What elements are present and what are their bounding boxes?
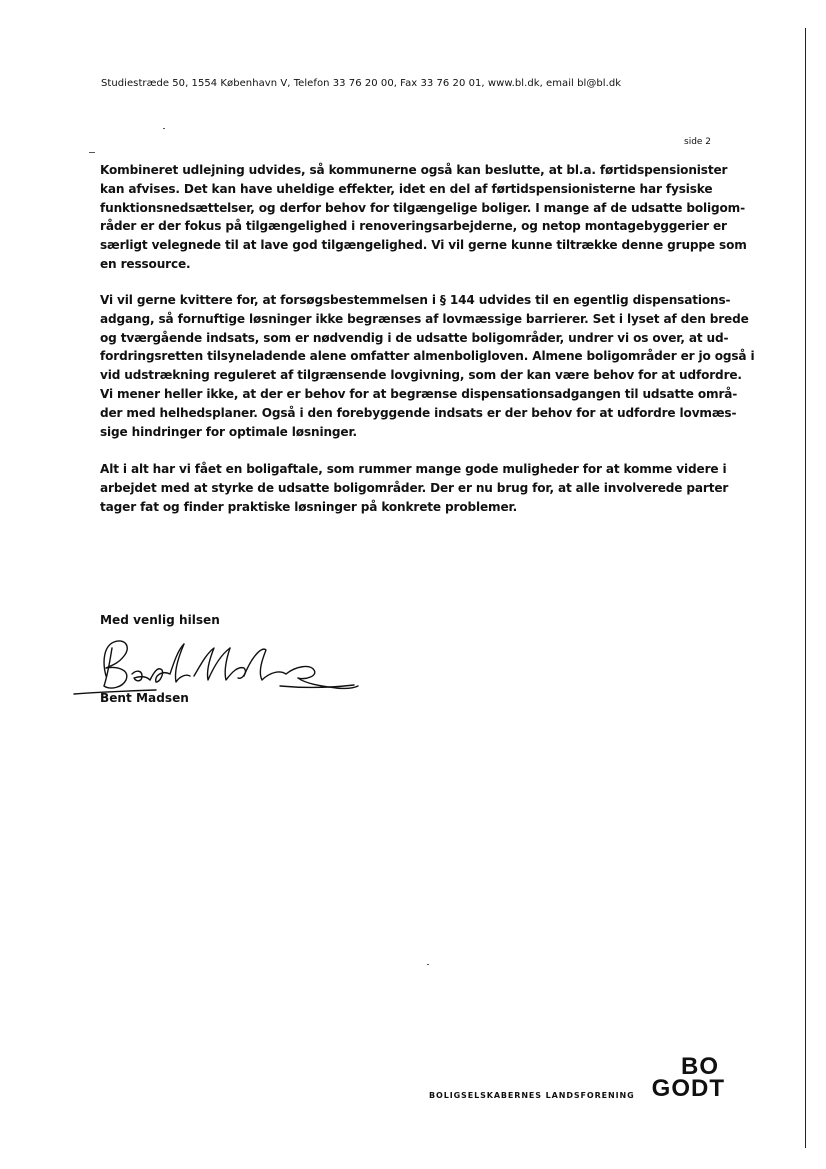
scan-speck: [427, 964, 429, 965]
signer-name: Bent Madsen: [100, 691, 189, 705]
logo-text-top: BO: [681, 1053, 719, 1080]
bo-godt-logo: [629, 1055, 725, 1103]
letterhead-address: Studiestræde 50, 1554 København V, Telefon 33 76 20 00, Fax 33 76 20 01, www.bl.dk, email bl@bl.dk: [101, 78, 622, 89]
logo-text-bottom: GODT: [651, 1075, 725, 1102]
paragraph-3: Alt i alt har vi fået en boligaftale, som rummer mange gode muligheder for at komme videre i arbejdet med at styrke de udsatte boligområder. Der er nu brug for, at alle involverede parter tager fat og finder praktiske løsninger på konkrete problemer.: [100, 462, 729, 514]
paragraph-2: Vi vil gerne kvittere for, at forsøgsbestemmelsen i § 144 udvides til en egentlig dispensations- adgang, så fornuftige løsninger ikke begrænses af lovmæssige barrierer. Set i lyset af den brede og tværgående indsats, som er nødvendig i de udsatte boligområder, undrer vi os over, at ud- fordringsretten tilsyneladende alene omfatter almenboligloven. Almene boligområder er jo også i vid udstrækning reguleret af tilgrænsende lovgivning, som der kan være behov for at udfordre. Vi mener heller ikke, at der er behov for at begrænse dispensationsadgangen til udsatte områ- der med helhedsplaner. Også i den forebyggende indsats er der behov for at udfordre lovmæs- sige hindringer for optimale løsninger.: [100, 293, 755, 439]
scan-speck: [89, 152, 95, 153]
closing-salutation: Med venlig hilsen: [100, 613, 220, 627]
page-edge-line: [805, 28, 806, 1148]
page-number: side 2: [684, 137, 712, 147]
paragraph-1: Kombineret udlejning udvides, så kommunerne også kan beslutte, at bl.a. førtidspensionister kan afvises. Det kan have uheldige effekter, idet en del af førtidspensionisterne har fysiske funktionsnedsættelser, og derfor behov for tilgængelige boliger. I mange af de udsatte boligom- råder er der fokus på tilgængelighed i renoveringsarbejderne, og netop montagebyggerier er særligt velegnede til at lave god tilgængelighed. Vi vil gerne kunne tiltrække denne gruppe som en ressource.: [100, 163, 747, 271]
scan-speck: [163, 128, 165, 129]
footer-organization-name: BOLIGSELSKABERNES LANDSFORENING: [429, 1091, 635, 1100]
